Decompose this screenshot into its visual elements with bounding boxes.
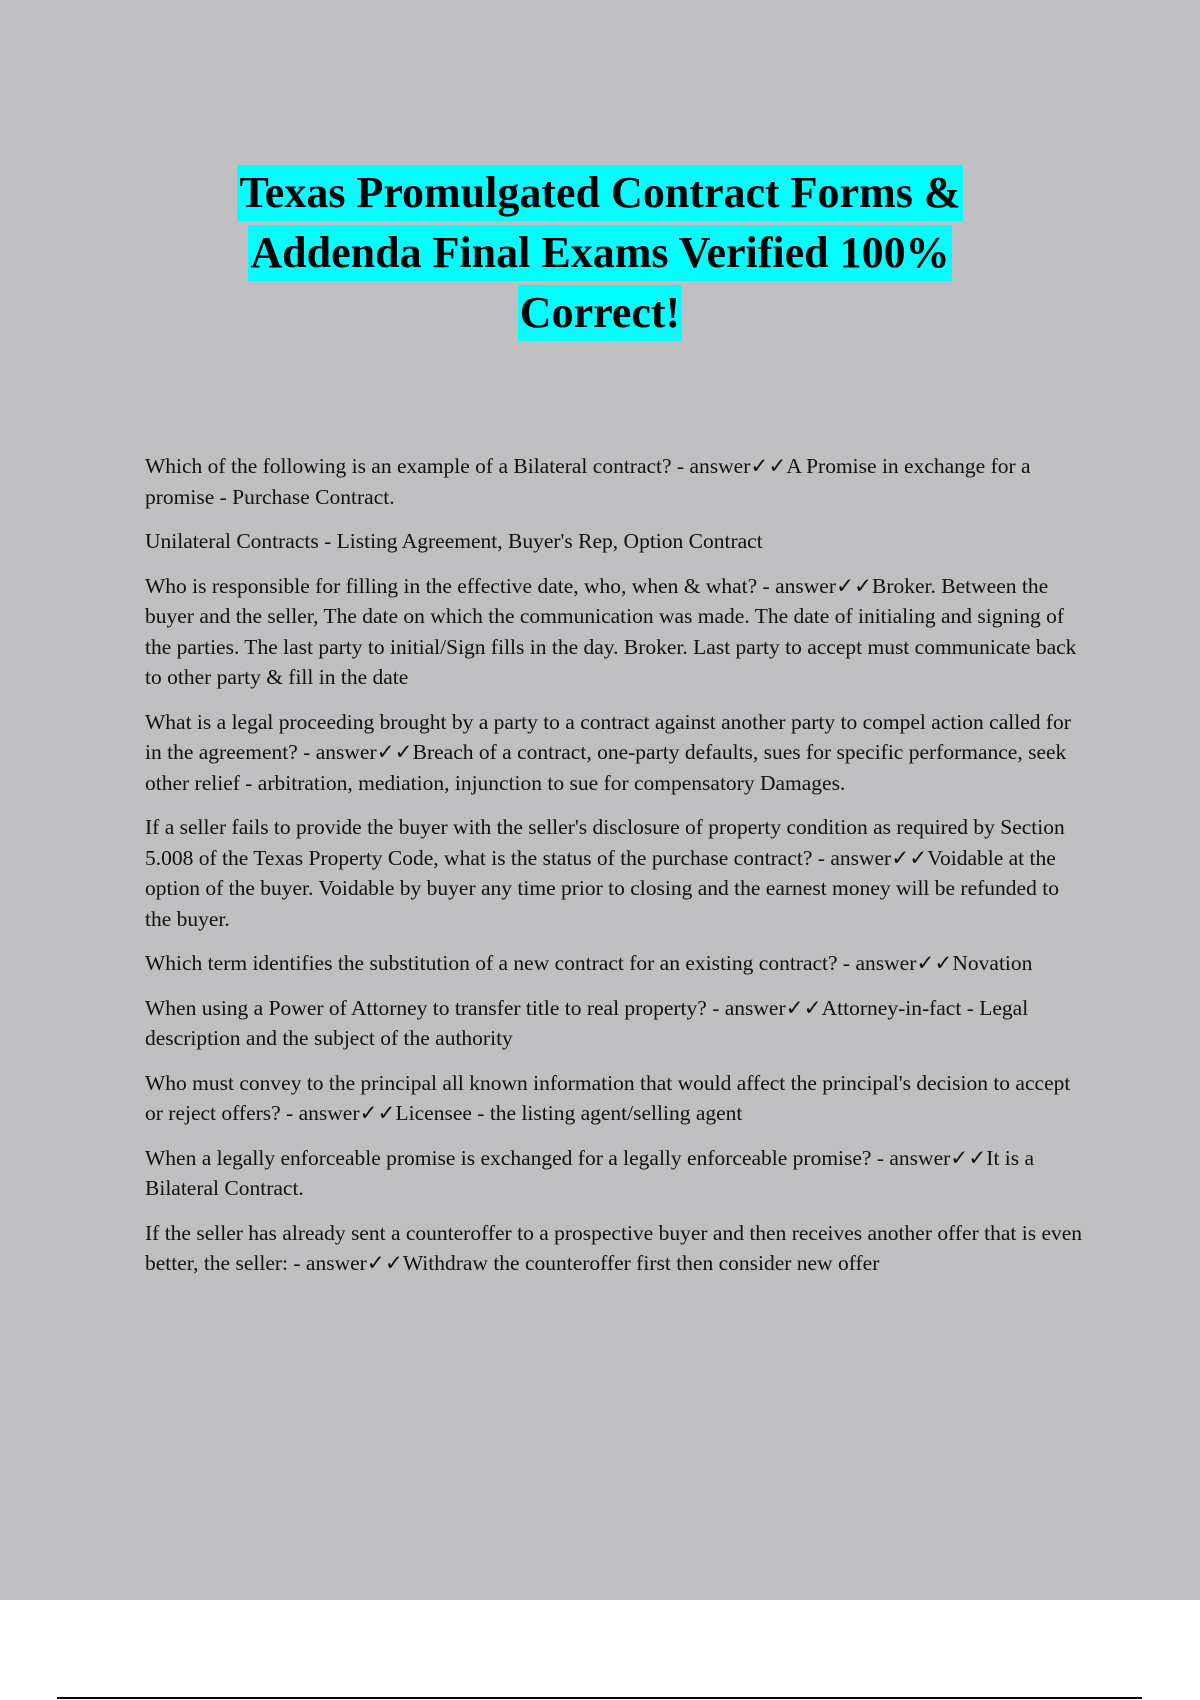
page-divider xyxy=(57,1697,1142,1699)
qa-item: When a legally enforceable promise is exchanged for a legally enforceable promise? - answer✓✓It is a Bilateral Contract. xyxy=(145,1145,1035,1200)
title-line: Correct! xyxy=(518,285,682,341)
qa-item: Who must convey to the principal all known information that would affect the principal's decision to accept or reject offers? - answer✓✓Licensee - the listing agent/selling agent xyxy=(145,1070,1071,1125)
title-line: Texas Promulgated Contract Forms & xyxy=(237,165,962,221)
qa-item: Which of the following is an example of a Bilateral contract? - answer✓✓A Promise in exchange for a promise - Purchase Contract. xyxy=(145,454,1031,509)
qa-item: Which term identifies the substitution of a new contract for an existing contract? - answer✓✓Novation xyxy=(145,951,1033,975)
qa-item: Who is responsible for filling in the effective date, who, when & what? - answer✓✓Broker. Between the buyer and the seller, The date on which the communication was made. The date of initialing and signing of the parties. The last party to initial/Sign fills in the day. Broker. Last party to accept must communicate back to other party & fill in the date xyxy=(145,573,1077,689)
document-title xyxy=(0,163,1200,343)
qa-item: If the seller has already sent a counteroffer to a prospective buyer and then receives another offer that is even better, the seller: - answer✓✓Withdraw the counteroffer first then consider new offer xyxy=(145,1220,1083,1275)
qa-item: When using a Power of Attorney to transfer title to real property? - answer✓✓Attorney-in-fact - Legal description and the subject of the authority xyxy=(145,995,1029,1050)
qa-item: If a seller fails to provide the buyer with the seller's disclosure of property condition as required by Section 5.008 of the Texas Property Code, what is the status of the purchase contract? - answer✓✓Voidable at the option of the buyer. Voidable by buyer any time prior to closing and the earnest money will be refunded to the buyer. xyxy=(145,815,1065,931)
title-line: Addenda Final Exams Verified 100% xyxy=(248,225,951,281)
question-answer-list xyxy=(145,451,1090,1293)
qa-item: What is a legal proceeding brought by a party to a contract against another party to compel action called for in the agreement? - answer✓✓Breach of a contract, one-party defaults, sues for specific performance, seek other relief - arbitration, mediation, injunction to sue for compensatory Damages. xyxy=(145,709,1071,795)
qa-item: Unilateral Contracts - Listing Agreement, Buyer's Rep, Option Contract xyxy=(145,529,763,553)
